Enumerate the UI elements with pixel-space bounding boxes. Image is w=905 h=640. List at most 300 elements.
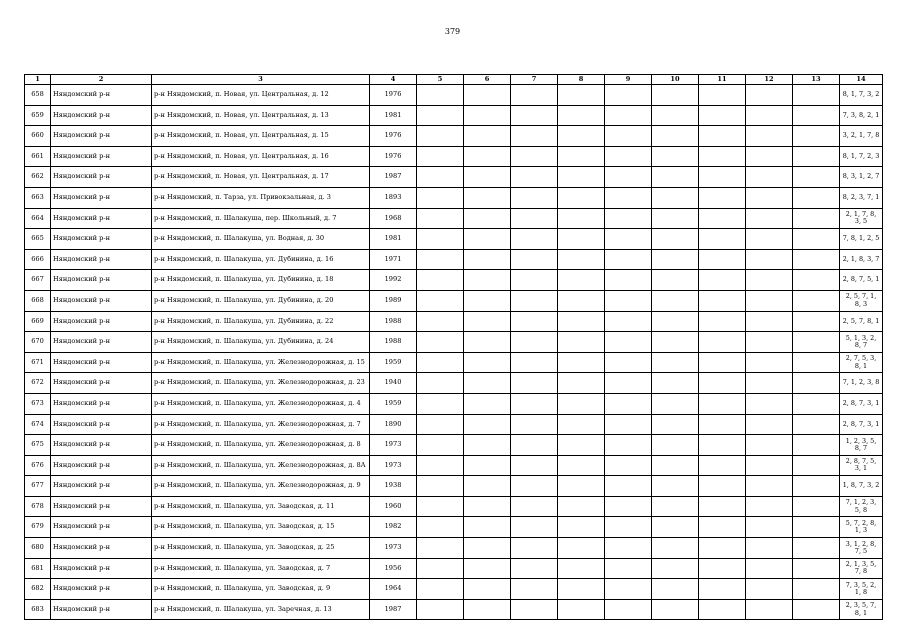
table-row bbox=[25, 146, 883, 167]
empty-cell-13 bbox=[793, 229, 840, 250]
empty-cell-7 bbox=[511, 229, 558, 250]
empty-cell-6 bbox=[464, 229, 511, 250]
empty-cell-5 bbox=[417, 455, 464, 476]
empty-cell-8 bbox=[558, 311, 605, 332]
empty-cell-5 bbox=[417, 290, 464, 311]
empty-cell-12 bbox=[746, 270, 793, 291]
empty-cell-12 bbox=[746, 208, 793, 229]
address-cell: р-н Няндомский, п. Шалакуша, ул. Заводская, д. 9 bbox=[152, 579, 370, 600]
row-number-cell: 682 bbox=[25, 579, 51, 600]
row-number-cell: 673 bbox=[25, 393, 51, 414]
empty-cell-10 bbox=[652, 126, 699, 147]
district-cell: Няндомский р-н bbox=[51, 126, 152, 147]
empty-cell-11 bbox=[699, 496, 746, 517]
district-cell: Няндомский р-н bbox=[51, 249, 152, 270]
empty-cell-7 bbox=[511, 373, 558, 394]
row-number-cell: 663 bbox=[25, 187, 51, 208]
address-cell: р-н Няндомский, п. Новая, ул. Центральная, д. 15 bbox=[152, 126, 370, 147]
codes-cell: 8, 3, 1, 2, 7 bbox=[840, 167, 883, 188]
empty-cell-11 bbox=[699, 85, 746, 106]
empty-cell-10 bbox=[652, 496, 699, 517]
empty-cell-6 bbox=[464, 167, 511, 188]
empty-cell-10 bbox=[652, 208, 699, 229]
empty-cell-5 bbox=[417, 538, 464, 559]
codes-cell: 2, 1, 3, 5, 7, 8 bbox=[840, 558, 883, 579]
empty-cell-10 bbox=[652, 455, 699, 476]
empty-cell-6 bbox=[464, 538, 511, 559]
empty-cell-5 bbox=[417, 332, 464, 353]
empty-cell-9 bbox=[605, 496, 652, 517]
codes-cell: 2, 8, 7, 5, 3, 1 bbox=[840, 455, 883, 476]
empty-cell-8 bbox=[558, 558, 605, 579]
empty-cell-6 bbox=[464, 311, 511, 332]
empty-cell-9 bbox=[605, 105, 652, 126]
address-cell: р-н Няндомский, п. Новая, ул. Центральная, д. 12 bbox=[152, 85, 370, 106]
empty-cell-12 bbox=[746, 311, 793, 332]
empty-cell-6 bbox=[464, 85, 511, 106]
district-cell: Няндомский р-н bbox=[51, 538, 152, 559]
empty-cell-10 bbox=[652, 311, 699, 332]
district-cell: Няндомский р-н bbox=[51, 229, 152, 250]
empty-cell-5 bbox=[417, 373, 464, 394]
empty-cell-6 bbox=[464, 476, 511, 497]
empty-cell-11 bbox=[699, 167, 746, 188]
year-cell: 1960 bbox=[370, 496, 417, 517]
codes-cell: 8, 1, 7, 3, 2 bbox=[840, 85, 883, 106]
empty-cell-6 bbox=[464, 414, 511, 435]
row-number-cell: 662 bbox=[25, 167, 51, 188]
empty-cell-11 bbox=[699, 311, 746, 332]
district-cell: Няндомский р-н bbox=[51, 373, 152, 394]
district-cell: Няндомский р-н bbox=[51, 579, 152, 600]
table-row bbox=[25, 167, 883, 188]
year-cell: 1982 bbox=[370, 517, 417, 538]
empty-cell-9 bbox=[605, 435, 652, 456]
empty-cell-5 bbox=[417, 187, 464, 208]
empty-cell-9 bbox=[605, 476, 652, 497]
empty-cell-9 bbox=[605, 538, 652, 559]
empty-cell-6 bbox=[464, 558, 511, 579]
district-cell: Няндомский р-н bbox=[51, 167, 152, 188]
empty-cell-11 bbox=[699, 146, 746, 167]
empty-cell-10 bbox=[652, 393, 699, 414]
district-cell: Няндомский р-н bbox=[51, 311, 152, 332]
empty-cell-13 bbox=[793, 352, 840, 373]
empty-cell-5 bbox=[417, 311, 464, 332]
empty-cell-12 bbox=[746, 332, 793, 353]
year-cell: 1992 bbox=[370, 270, 417, 291]
address-cell: р-н Няндомский, п. Шалакуша, ул. Заводская, д. 7 bbox=[152, 558, 370, 579]
empty-cell-6 bbox=[464, 332, 511, 353]
empty-cell-11 bbox=[699, 249, 746, 270]
empty-cell-8 bbox=[558, 435, 605, 456]
empty-cell-9 bbox=[605, 373, 652, 394]
codes-cell: 7, 3, 8, 2, 1 bbox=[840, 105, 883, 126]
address-cell: р-н Няндомский, п. Шалакуша, ул. Железнодорожная, д. 4 bbox=[152, 393, 370, 414]
empty-cell-13 bbox=[793, 208, 840, 229]
empty-cell-13 bbox=[793, 187, 840, 208]
year-cell: 1959 bbox=[370, 352, 417, 373]
empty-cell-9 bbox=[605, 126, 652, 147]
empty-cell-11 bbox=[699, 187, 746, 208]
row-number-cell: 679 bbox=[25, 517, 51, 538]
empty-cell-10 bbox=[652, 538, 699, 559]
empty-cell-7 bbox=[511, 187, 558, 208]
empty-cell-13 bbox=[793, 579, 840, 600]
empty-cell-5 bbox=[417, 270, 464, 291]
district-cell: Няндомский р-н bbox=[51, 105, 152, 126]
empty-cell-5 bbox=[417, 414, 464, 435]
table-row bbox=[25, 517, 883, 538]
column-header-11: 11 bbox=[699, 75, 746, 85]
empty-cell-7 bbox=[511, 455, 558, 476]
empty-cell-12 bbox=[746, 126, 793, 147]
table-row bbox=[25, 270, 883, 291]
empty-cell-12 bbox=[746, 187, 793, 208]
district-cell: Няндомский р-н bbox=[51, 517, 152, 538]
year-cell: 1987 bbox=[370, 599, 417, 620]
empty-cell-7 bbox=[511, 435, 558, 456]
empty-cell-9 bbox=[605, 558, 652, 579]
table-row bbox=[25, 558, 883, 579]
empty-cell-13 bbox=[793, 496, 840, 517]
empty-cell-13 bbox=[793, 558, 840, 579]
address-cell: р-н Няндомский, п. Шалакуша, ул. Заводская, д. 11 bbox=[152, 496, 370, 517]
empty-cell-11 bbox=[699, 229, 746, 250]
codes-cell: 2, 8, 7, 3, 1 bbox=[840, 414, 883, 435]
empty-cell-13 bbox=[793, 85, 840, 106]
empty-cell-8 bbox=[558, 208, 605, 229]
table-row bbox=[25, 105, 883, 126]
address-cell: р-н Няндомский, п. Шалакуша, ул. Железнодорожная, д. 8А bbox=[152, 455, 370, 476]
empty-cell-10 bbox=[652, 187, 699, 208]
codes-cell: 8, 2, 3, 7, 1 bbox=[840, 187, 883, 208]
codes-cell: 3, 1, 2, 8, 7, 5 bbox=[840, 538, 883, 559]
district-cell: Няндомский р-н bbox=[51, 187, 152, 208]
empty-cell-11 bbox=[699, 393, 746, 414]
table-body bbox=[25, 85, 883, 620]
empty-cell-6 bbox=[464, 105, 511, 126]
empty-cell-10 bbox=[652, 270, 699, 291]
empty-cell-7 bbox=[511, 105, 558, 126]
row-number-cell: 680 bbox=[25, 538, 51, 559]
empty-cell-6 bbox=[464, 373, 511, 394]
codes-cell: 1, 2, 3, 5, 8, 7 bbox=[840, 435, 883, 456]
empty-cell-10 bbox=[652, 414, 699, 435]
year-cell: 1956 bbox=[370, 558, 417, 579]
column-header-12: 12 bbox=[746, 75, 793, 85]
table-row bbox=[25, 85, 883, 106]
empty-cell-6 bbox=[464, 146, 511, 167]
year-cell: 1988 bbox=[370, 332, 417, 353]
empty-cell-10 bbox=[652, 558, 699, 579]
empty-cell-13 bbox=[793, 599, 840, 620]
table-row bbox=[25, 373, 883, 394]
empty-cell-12 bbox=[746, 435, 793, 456]
district-cell: Няндомский р-н bbox=[51, 435, 152, 456]
empty-cell-5 bbox=[417, 599, 464, 620]
empty-cell-6 bbox=[464, 496, 511, 517]
empty-cell-7 bbox=[511, 599, 558, 620]
empty-cell-13 bbox=[793, 455, 840, 476]
column-header-7: 7 bbox=[511, 75, 558, 85]
empty-cell-6 bbox=[464, 393, 511, 414]
empty-cell-11 bbox=[699, 126, 746, 147]
empty-cell-12 bbox=[746, 373, 793, 394]
empty-cell-12 bbox=[746, 579, 793, 600]
empty-cell-9 bbox=[605, 229, 652, 250]
header-row bbox=[25, 75, 883, 85]
empty-cell-8 bbox=[558, 352, 605, 373]
empty-cell-12 bbox=[746, 290, 793, 311]
empty-cell-10 bbox=[652, 249, 699, 270]
empty-cell-12 bbox=[746, 455, 793, 476]
codes-cell: 5, 7, 2, 8, 1, 3 bbox=[840, 517, 883, 538]
column-header-14: 14 bbox=[840, 75, 883, 85]
column-header-10: 10 bbox=[652, 75, 699, 85]
empty-cell-12 bbox=[746, 249, 793, 270]
empty-cell-13 bbox=[793, 290, 840, 311]
empty-cell-9 bbox=[605, 249, 652, 270]
codes-cell: 2, 1, 8, 3, 7 bbox=[840, 249, 883, 270]
empty-cell-11 bbox=[699, 579, 746, 600]
address-cell: р-н Няндомский, п. Шалакуша, ул. Заречная, д. 13 bbox=[152, 599, 370, 620]
row-number-cell: 666 bbox=[25, 249, 51, 270]
address-cell: р-н Няндомский, п. Новая, ул. Центральная, д. 13 bbox=[152, 105, 370, 126]
empty-cell-8 bbox=[558, 290, 605, 311]
empty-cell-8 bbox=[558, 579, 605, 600]
empty-cell-9 bbox=[605, 290, 652, 311]
codes-cell: 2, 5, 7, 8, 1 bbox=[840, 311, 883, 332]
empty-cell-7 bbox=[511, 332, 558, 353]
year-cell: 1973 bbox=[370, 435, 417, 456]
codes-cell: 2, 3, 5, 7, 8, 1 bbox=[840, 599, 883, 620]
empty-cell-11 bbox=[699, 290, 746, 311]
row-number-cell: 660 bbox=[25, 126, 51, 147]
empty-cell-7 bbox=[511, 290, 558, 311]
empty-cell-6 bbox=[464, 579, 511, 600]
year-cell: 1976 bbox=[370, 126, 417, 147]
empty-cell-10 bbox=[652, 352, 699, 373]
empty-cell-9 bbox=[605, 208, 652, 229]
empty-cell-5 bbox=[417, 558, 464, 579]
empty-cell-12 bbox=[746, 414, 793, 435]
empty-cell-6 bbox=[464, 187, 511, 208]
empty-cell-11 bbox=[699, 517, 746, 538]
table-row bbox=[25, 290, 883, 311]
codes-cell: 7, 3, 5, 2, 1, 8 bbox=[840, 579, 883, 600]
district-cell: Няндомский р-н bbox=[51, 208, 152, 229]
district-cell: Няндомский р-н bbox=[51, 146, 152, 167]
row-number-cell: 659 bbox=[25, 105, 51, 126]
empty-cell-8 bbox=[558, 393, 605, 414]
table-row bbox=[25, 187, 883, 208]
codes-cell: 2, 8, 7, 5, 1 bbox=[840, 270, 883, 291]
empty-cell-6 bbox=[464, 435, 511, 456]
empty-cell-12 bbox=[746, 517, 793, 538]
table-row bbox=[25, 126, 883, 147]
empty-cell-8 bbox=[558, 105, 605, 126]
empty-cell-10 bbox=[652, 435, 699, 456]
address-cell: р-н Няндомский, п. Шалакуша, ул. Дубинина, д. 20 bbox=[152, 290, 370, 311]
column-header-3: 3 bbox=[152, 75, 370, 85]
year-cell: 1959 bbox=[370, 393, 417, 414]
empty-cell-11 bbox=[699, 414, 746, 435]
address-cell: р-н Няндомский, п. Новая, ул. Центральная, д. 16 bbox=[152, 146, 370, 167]
empty-cell-9 bbox=[605, 393, 652, 414]
row-number-cell: 658 bbox=[25, 85, 51, 106]
empty-cell-9 bbox=[605, 352, 652, 373]
empty-cell-9 bbox=[605, 517, 652, 538]
empty-cell-8 bbox=[558, 270, 605, 291]
empty-cell-12 bbox=[746, 476, 793, 497]
year-cell: 1973 bbox=[370, 538, 417, 559]
empty-cell-7 bbox=[511, 85, 558, 106]
empty-cell-6 bbox=[464, 455, 511, 476]
district-cell: Няндомский р-н bbox=[51, 558, 152, 579]
empty-cell-8 bbox=[558, 249, 605, 270]
empty-cell-8 bbox=[558, 517, 605, 538]
column-header-1: 1 bbox=[25, 75, 51, 85]
empty-cell-8 bbox=[558, 85, 605, 106]
row-number-cell: 672 bbox=[25, 373, 51, 394]
table-row bbox=[25, 476, 883, 497]
empty-cell-11 bbox=[699, 105, 746, 126]
empty-cell-12 bbox=[746, 558, 793, 579]
empty-cell-5 bbox=[417, 496, 464, 517]
empty-cell-10 bbox=[652, 599, 699, 620]
empty-cell-13 bbox=[793, 435, 840, 456]
district-cell: Няндомский р-н bbox=[51, 352, 152, 373]
row-number-cell: 683 bbox=[25, 599, 51, 620]
empty-cell-10 bbox=[652, 167, 699, 188]
address-cell: р-н Няндомский, п. Шалакуша, ул. Дубинина, д. 18 bbox=[152, 270, 370, 291]
empty-cell-6 bbox=[464, 126, 511, 147]
table-row bbox=[25, 352, 883, 373]
empty-cell-10 bbox=[652, 146, 699, 167]
empty-cell-8 bbox=[558, 373, 605, 394]
empty-cell-13 bbox=[793, 126, 840, 147]
empty-cell-7 bbox=[511, 311, 558, 332]
data-table bbox=[24, 74, 883, 620]
table-row bbox=[25, 538, 883, 559]
empty-cell-8 bbox=[558, 167, 605, 188]
empty-cell-5 bbox=[417, 229, 464, 250]
district-cell: Няндомский р-н bbox=[51, 393, 152, 414]
codes-cell: 2, 7, 5, 3, 8, 1 bbox=[840, 352, 883, 373]
district-cell: Няндомский р-н bbox=[51, 476, 152, 497]
empty-cell-7 bbox=[511, 146, 558, 167]
empty-cell-7 bbox=[511, 126, 558, 147]
empty-cell-10 bbox=[652, 517, 699, 538]
empty-cell-11 bbox=[699, 538, 746, 559]
district-cell: Няндомский р-н bbox=[51, 496, 152, 517]
row-number-cell: 664 bbox=[25, 208, 51, 229]
column-header-9: 9 bbox=[605, 75, 652, 85]
empty-cell-9 bbox=[605, 85, 652, 106]
district-cell: Няндомский р-н bbox=[51, 332, 152, 353]
empty-cell-7 bbox=[511, 208, 558, 229]
year-cell: 1988 bbox=[370, 311, 417, 332]
empty-cell-11 bbox=[699, 332, 746, 353]
year-cell: 1973 bbox=[370, 455, 417, 476]
empty-cell-11 bbox=[699, 435, 746, 456]
column-header-8: 8 bbox=[558, 75, 605, 85]
empty-cell-13 bbox=[793, 393, 840, 414]
empty-cell-12 bbox=[746, 167, 793, 188]
empty-cell-8 bbox=[558, 126, 605, 147]
empty-cell-12 bbox=[746, 229, 793, 250]
year-cell: 1968 bbox=[370, 208, 417, 229]
year-cell: 1893 bbox=[370, 187, 417, 208]
empty-cell-9 bbox=[605, 599, 652, 620]
empty-cell-11 bbox=[699, 599, 746, 620]
district-cell: Няндомский р-н bbox=[51, 455, 152, 476]
empty-cell-12 bbox=[746, 105, 793, 126]
address-cell: р-н Няндомский, п. Шалакуша, ул. Железнодорожная, д. 8 bbox=[152, 435, 370, 456]
row-number-cell: 675 bbox=[25, 435, 51, 456]
row-number-cell: 674 bbox=[25, 414, 51, 435]
codes-cell: 1, 8, 7, 3, 2 bbox=[840, 476, 883, 497]
empty-cell-5 bbox=[417, 167, 464, 188]
empty-cell-10 bbox=[652, 290, 699, 311]
codes-cell: 5, 1, 3, 2, 8, 7 bbox=[840, 332, 883, 353]
empty-cell-10 bbox=[652, 579, 699, 600]
row-number-cell: 670 bbox=[25, 332, 51, 353]
empty-cell-7 bbox=[511, 517, 558, 538]
address-cell: р-н Няндомский, п. Шалакуша, ул. Дубинина, д. 22 bbox=[152, 311, 370, 332]
district-cell: Няндомский р-н bbox=[51, 290, 152, 311]
empty-cell-6 bbox=[464, 599, 511, 620]
row-number-cell: 667 bbox=[25, 270, 51, 291]
empty-cell-11 bbox=[699, 558, 746, 579]
year-cell: 1981 bbox=[370, 229, 417, 250]
empty-cell-12 bbox=[746, 352, 793, 373]
empty-cell-5 bbox=[417, 126, 464, 147]
empty-cell-13 bbox=[793, 332, 840, 353]
empty-cell-7 bbox=[511, 414, 558, 435]
table-row bbox=[25, 579, 883, 600]
empty-cell-8 bbox=[558, 599, 605, 620]
empty-cell-13 bbox=[793, 517, 840, 538]
year-cell: 1987 bbox=[370, 167, 417, 188]
empty-cell-11 bbox=[699, 373, 746, 394]
empty-cell-7 bbox=[511, 496, 558, 517]
empty-cell-5 bbox=[417, 352, 464, 373]
empty-cell-5 bbox=[417, 579, 464, 600]
column-header-2: 2 bbox=[51, 75, 152, 85]
empty-cell-13 bbox=[793, 373, 840, 394]
row-number-cell: 668 bbox=[25, 290, 51, 311]
district-cell: Няндомский р-н bbox=[51, 414, 152, 435]
row-number-cell: 676 bbox=[25, 455, 51, 476]
address-cell: р-н Няндомский, п. Шалакуша, ул. Заводская, д. 15 bbox=[152, 517, 370, 538]
year-cell: 1890 bbox=[370, 414, 417, 435]
year-cell: 1981 bbox=[370, 105, 417, 126]
empty-cell-9 bbox=[605, 311, 652, 332]
address-cell: р-н Няндомский, п. Шалакуша, ул. Железнодорожная, д. 15 bbox=[152, 352, 370, 373]
empty-cell-7 bbox=[511, 167, 558, 188]
codes-cell: 7, 1, 2, 3, 5, 8 bbox=[840, 496, 883, 517]
codes-cell: 2, 5, 7, 1, 8, 3 bbox=[840, 290, 883, 311]
table-row bbox=[25, 311, 883, 332]
column-header-6: 6 bbox=[464, 75, 511, 85]
empty-cell-10 bbox=[652, 373, 699, 394]
table-row bbox=[25, 208, 883, 229]
empty-cell-10 bbox=[652, 85, 699, 106]
year-cell: 1964 bbox=[370, 579, 417, 600]
row-number-cell: 678 bbox=[25, 496, 51, 517]
